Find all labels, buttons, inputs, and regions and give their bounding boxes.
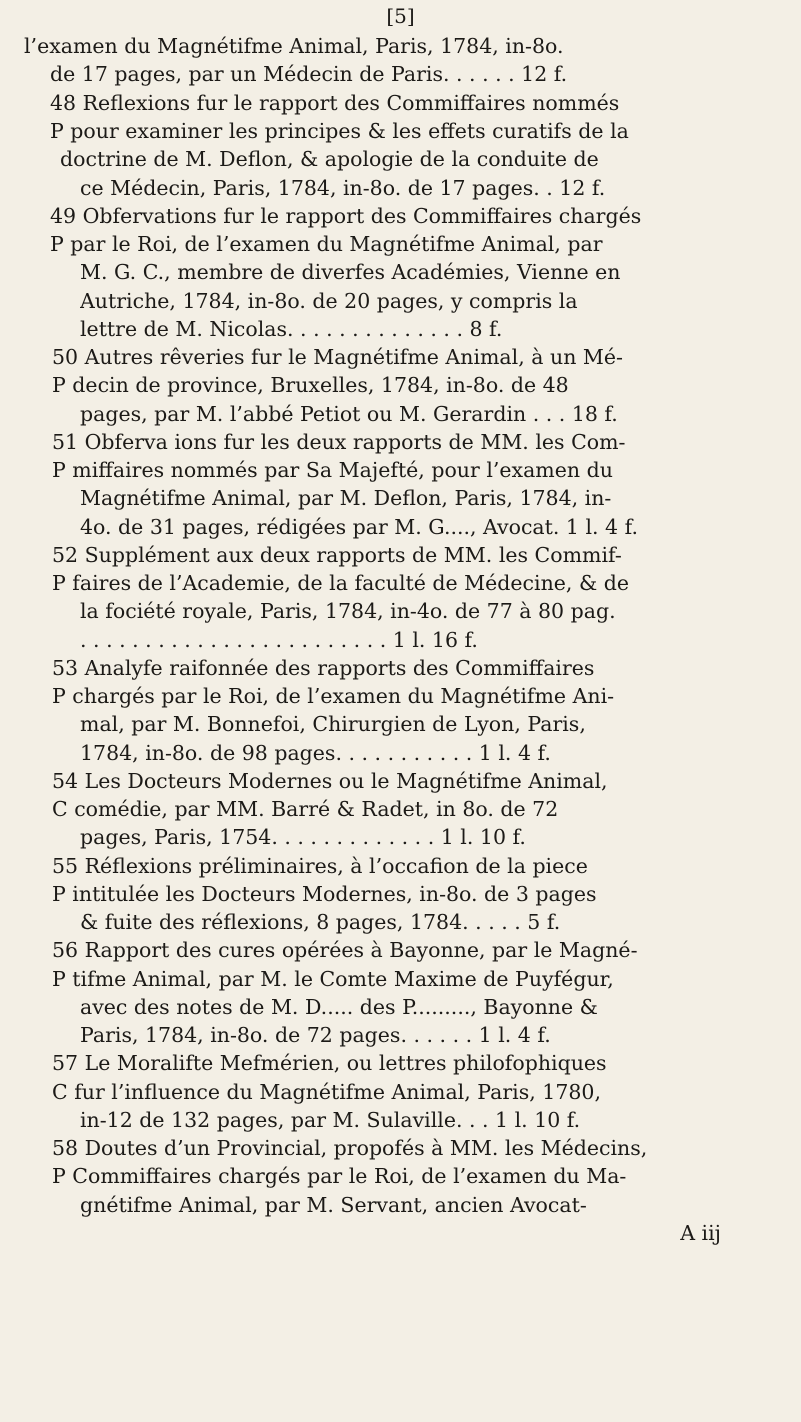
- text-line: Paris, 1784, in-8o. de 72 pages. . . . . . 1 l. 4 f.: [80, 1023, 551, 1047]
- text-line: 49 Obfervations fur le rapport des Commiffaires chargés: [50, 204, 642, 228]
- text-line: 52 Supplément aux deux rapports de MM. les Commif-: [52, 543, 622, 567]
- text-line: avec des notes de M. D..... des P........., Bayonne &: [80, 995, 598, 1019]
- text-line: lettre de M. Nicolas. . . . . . . . . . . . . . 8 f.: [80, 317, 503, 341]
- text-line: mal, par M. Bonnefoi, Chirurgien de Lyon, Paris,: [80, 712, 586, 736]
- text-line: P miffaires nommés par Sa Majefté, pour l’examen du: [52, 458, 613, 482]
- text-line: P chargés par le Roi, de l’examen du Magnétifme Ani-: [52, 684, 615, 708]
- text-line: 57 Le Moralifte Mefmérien, ou lettres philofophiques: [52, 1051, 607, 1075]
- text-line: Magnétifme Animal, par M. Deflon, Paris, 1784, in-: [80, 486, 612, 510]
- text-line: 51 Obferva ions fur les deux rapports de MM. les Com-: [52, 430, 626, 454]
- text-line: 56 Rapport des cures opérées à Bayonne, par le Magné-: [52, 938, 638, 962]
- text-line: P pour examiner les principes & les effets curatifs de la: [50, 119, 629, 143]
- text-line: 55 Réflexions préliminaires, à l’occafion de la piece: [52, 854, 588, 878]
- text-line: M. G. C., membre de diverfes Académies, Vienne en: [80, 260, 621, 284]
- text-line: 53 Analyfe raifonnée des rapports des Commiffaires: [52, 656, 595, 680]
- text-line: ce Médecin, Paris, 1784, in-8o. de 17 pages. . 12 f.: [80, 176, 606, 200]
- text-line: P faires de l’Academie, de la faculté de Médecine, & de: [52, 571, 629, 595]
- signature-mark: A iij: [680, 1221, 721, 1245]
- text-line: pages, par M. l’abbé Petiot ou M. Gerardin . . . 18 f.: [80, 402, 618, 426]
- text-line: pages, Paris, 1754. . . . . . . . . . . . . 1 l. 10 f.: [80, 825, 526, 849]
- text-line: P par le Roi, de l’examen du Magnétifme Animal, par: [50, 232, 603, 256]
- text-line: & fuite des réflexions, 8 pages, 1784. . . . . 5 f.: [80, 910, 561, 934]
- text-line: la fociété royale, Paris, 1784, in-4o. de 77 à 80 pag.: [80, 599, 616, 623]
- text-line: 48 Reflexions fur le rapport des Commiffaires nommés: [50, 91, 620, 115]
- text-line: P intitulée les Docteurs Modernes, in-8o. de 3 pages: [52, 882, 597, 906]
- text-line: Autriche, 1784, in-8o. de 20 pages, y compris la: [80, 289, 578, 313]
- text-line: 50 Autres rêveries fur le Magnétifme Animal, à un Mé-: [52, 345, 623, 369]
- text-line: C fur l’influence du Magnétifme Animal, Paris, 1780,: [52, 1080, 601, 1104]
- text-line: 1784, in-8o. de 98 pages. . . . . . . . . . . 1 l. 4 f.: [80, 741, 551, 765]
- text-line: gnétifme Animal, par M. Servant, ancien Avocat-: [80, 1193, 587, 1217]
- text-line: de 17 pages, par un Médecin de Paris. . . . . . 12 f.: [50, 62, 568, 86]
- text-line: doctrine de M. Deflon, & apologie de la conduite de: [60, 147, 599, 171]
- text-line: . . . . . . . . . . . . . . . . . . . . . . . . 1 l. 16 f.: [80, 628, 478, 652]
- page-number: [5]: [386, 4, 415, 28]
- text-line: P tifme Animal, par M. le Comte Maxime de Puyfégur,: [52, 967, 614, 991]
- text-line: 4o. de 31 pages, rédigées par M. G...., Avocat. 1 l. 4 f.: [80, 515, 638, 539]
- text-line: C comédie, par MM. Barré & Radet, in 8o. de 72: [52, 797, 559, 821]
- text-line: in-12 de 132 pages, par M. Sulaville. . . 1 l. 10 f.: [80, 1108, 581, 1132]
- text-line: 58 Doutes d’un Provincial, propofés à MM. les Médecins,: [52, 1136, 648, 1160]
- text-line: P Commiffaires chargés par le Roi, de l’examen du Ma-: [52, 1164, 627, 1188]
- text-line: l’examen du Magnétifme Animal, Paris, 1784, in-8o.: [24, 34, 564, 58]
- text-line: P decin de province, Bruxelles, 1784, in-8o. de 48: [52, 373, 569, 397]
- text-line: 54 Les Docteurs Modernes ou le Magnétifme Animal,: [52, 769, 608, 793]
